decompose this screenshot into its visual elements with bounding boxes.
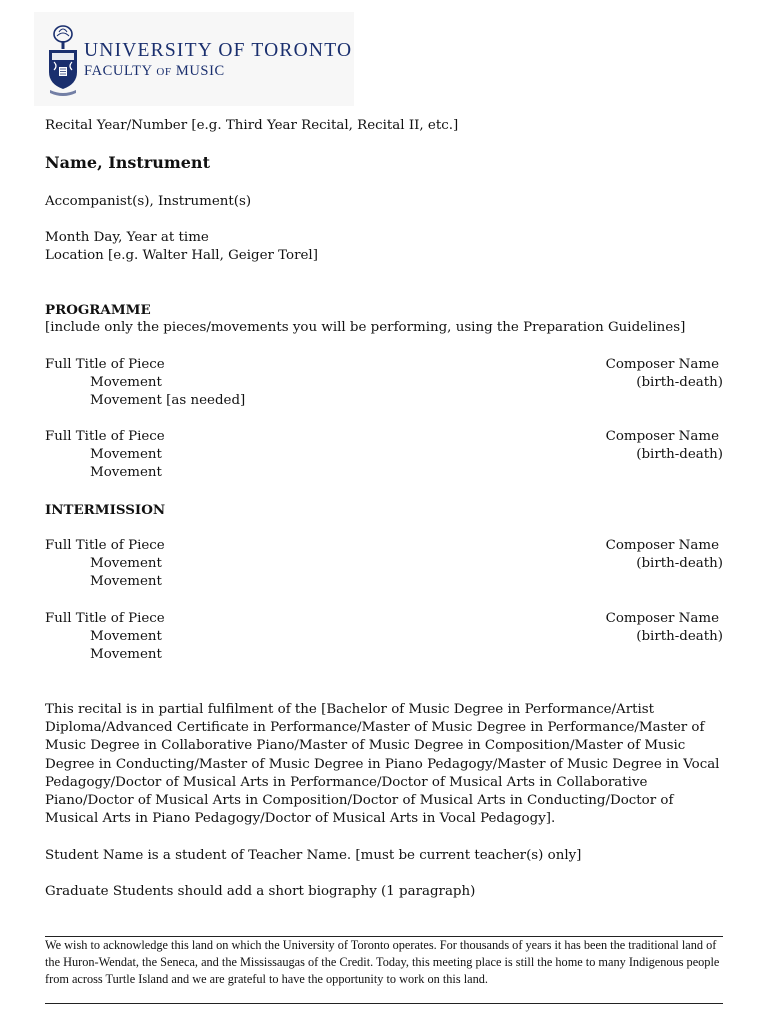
piece-movement: Movement xyxy=(90,556,162,571)
performer-name: Name, Instrument xyxy=(45,153,210,172)
piece-composer: Composer Name xyxy=(605,538,719,553)
university-crest-icon xyxy=(46,22,80,96)
fulfilment-paragraph: This recital is in partial fulfilment of the [Bachelor of Music Degree in Performance/Artist Diploma/Advanced Certificate in Performance/Master of Music Degree in Performance/Master of Music Degree in Collaborative Piano/Master of Music Degree in Composition/Master of Music Degree in Conducting/Master of Music Degree in Piano Pedagogy/Master of Music Degree in Vocal Pedagogy/Doctor of Musical Arts in Performance/Doctor of Musical Arts in Collaborative Piano/Doctor of Musical Arts in Composition/Doctor of Musical Arts in Conducting/Doctor of Musical Arts in Piano Pedagogy/Doctor of Musical Arts in Vocal Pedagogy]. xyxy=(45,702,720,827)
date-time-line: Month Day, Year at time xyxy=(45,230,209,245)
music-word: MUSIC xyxy=(175,63,225,79)
piece-composer-dates: (birth-death) xyxy=(636,375,723,390)
faculty-word: FACULTY xyxy=(84,63,153,79)
piece-composer: Composer Name xyxy=(605,611,719,626)
piece-movement: Movement xyxy=(90,647,162,662)
piece-title: Full Title of Piece xyxy=(45,538,165,553)
recital-year-line: Recital Year/Number [e.g. Third Year Recital, Recital II, etc.] xyxy=(45,118,459,133)
piece-composer-dates: (birth-death) xyxy=(636,447,723,462)
land-acknowledgement: We wish to acknowledge this land on which the University of Toronto operates. For thousands of years it has been the traditional land of the Huron-Wendat, the Seneca, and the Mississaugas of the Credit. Today, this meeting place is still the home to many Indigenous people from across Turtle Island and we are grateful to have the opportunity to work on this land. xyxy=(45,936,723,1004)
piece-composer-dates: (birth-death) xyxy=(636,556,723,571)
programme-heading: PROGRAMME xyxy=(45,302,151,318)
piece-movement: Movement xyxy=(90,574,162,589)
faculty-name xyxy=(84,62,225,81)
piece-movement: Movement xyxy=(90,465,162,480)
piece-movement: Movement xyxy=(90,447,162,462)
programme-note: [include only the pieces/movements you will be performing, using the Preparation Guidelines] xyxy=(45,320,686,335)
university-logo xyxy=(34,12,354,106)
piece-composer: Composer Name xyxy=(605,357,719,372)
location-line: Location [e.g. Walter Hall, Geiger Torel] xyxy=(45,248,318,263)
faculty-of-word: OF xyxy=(156,66,172,78)
piece-title: Full Title of Piece xyxy=(45,429,165,444)
piece-movement: Movement xyxy=(90,375,162,390)
student-teacher-line: Student Name is a student of Teacher Name. [must be current teacher(s) only] xyxy=(45,848,582,863)
piece-composer: Composer Name xyxy=(605,429,719,444)
piece-title: Full Title of Piece xyxy=(45,357,165,372)
piece-composer-dates: (birth-death) xyxy=(636,629,723,644)
graduate-biography-note: Graduate Students should add a short biography (1 paragraph) xyxy=(45,884,476,899)
accompanist-line: Accompanist(s), Instrument(s) xyxy=(45,194,252,209)
piece-movement: Movement xyxy=(90,629,162,644)
university-name: UNIVERSITY OF TORONTO xyxy=(84,40,353,61)
piece-movement: Movement [as needed] xyxy=(90,393,246,408)
piece-title: Full Title of Piece xyxy=(45,611,165,626)
intermission-heading: INTERMISSION xyxy=(45,502,166,518)
